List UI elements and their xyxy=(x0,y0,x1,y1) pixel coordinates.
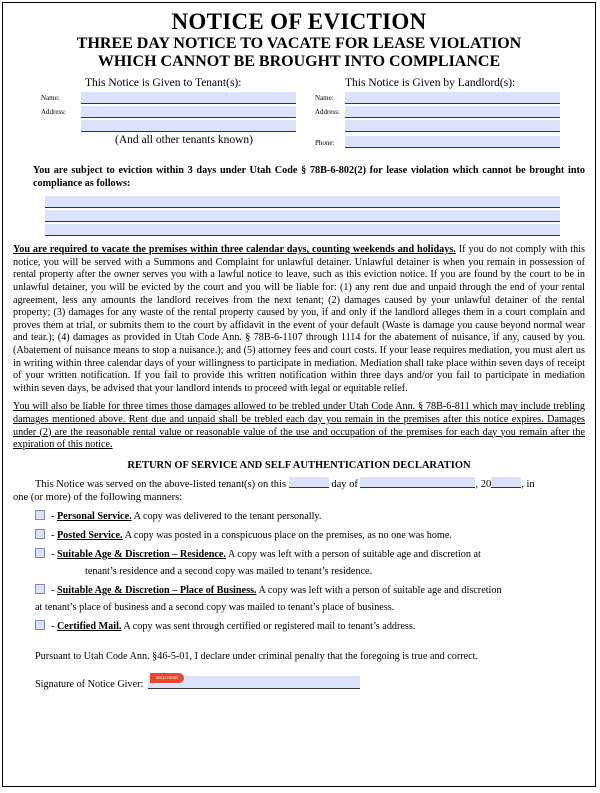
day-of-label: day of xyxy=(331,478,358,490)
served-text: This Notice was served on the above-listed tenant(s) on this xyxy=(35,478,287,490)
option-text: A copy was delivered to the tenant personally. xyxy=(131,510,322,522)
tenant-address-label: Address: xyxy=(41,108,66,116)
year-prefix-label: , 20 xyxy=(475,478,492,490)
option-personal-service: - Personal Service. A copy was delivered to the tenant personally. xyxy=(3,510,595,523)
parties-section xyxy=(3,77,595,155)
option-title: Posted Service. xyxy=(56,529,123,541)
document-subtitle-line2: WHICH CANNOT BE BROUGHT INTO COMPLIANCE xyxy=(97,53,501,70)
served-in-label: , in xyxy=(521,478,535,490)
landlord-name-label: Name: xyxy=(315,94,334,102)
served-manners-text: one (or more) of the following manners: xyxy=(13,491,183,503)
served-date-line xyxy=(3,477,595,504)
option-title: Suitable Age & Discretion – Place of Business. xyxy=(56,584,257,596)
signature-line xyxy=(3,676,595,690)
document-subtitle-line1: THREE DAY NOTICE TO VACATE FOR LEASE VIOLATION xyxy=(76,35,522,52)
vacate-paragraph xyxy=(3,244,595,395)
document-title: NOTICE OF EVICTION xyxy=(171,9,427,34)
violation-description-fields xyxy=(45,196,560,236)
violation-line-2[interactable] xyxy=(45,210,560,222)
option-text: A copy was posted in a conspicuous place on the premises, as no one was home. xyxy=(122,529,452,541)
eviction-basis-text: You are subject to eviction within 3 days under Utah Code § 78B-6-802(2) for lease violation which cannot be brought into compliance as follows: xyxy=(33,165,585,189)
tenant-name-label: Name: xyxy=(41,94,60,102)
landlord-phone-field[interactable] xyxy=(345,136,560,148)
residence-checkbox[interactable] xyxy=(35,548,45,558)
posted-service-checkbox[interactable] xyxy=(35,529,45,539)
return-of-service-heading: RETURN OF SERVICE AND SELF AUTHENTICATION DECLARATION xyxy=(127,459,471,471)
landlord-address-field-1[interactable] xyxy=(345,106,560,118)
eviction-notice-page xyxy=(2,2,596,787)
option-text: A copy was sent through certified or registered mail to tenant’s address. xyxy=(121,620,416,632)
personal-service-checkbox[interactable] xyxy=(35,510,45,520)
tenant-address-field-1[interactable] xyxy=(81,106,296,118)
tenant-heading: This Notice is Given to Tenant(s): xyxy=(85,77,242,89)
option-certified-mail: - Certified Mail. A copy was sent through certified or registered mail to tenant’s address. xyxy=(3,620,595,633)
served-month-field[interactable] xyxy=(360,477,475,488)
violation-line-1[interactable] xyxy=(45,196,560,208)
landlord-heading: This Notice is Given by Landlord(s): xyxy=(345,77,516,89)
certified-mail-checkbox[interactable] xyxy=(35,620,45,630)
tenant-name-field[interactable] xyxy=(81,92,296,104)
served-day-field[interactable] xyxy=(289,477,329,488)
served-year-field[interactable] xyxy=(491,477,521,488)
option-residence: - Suitable Age & Discretion – Residence. A copy was left with a person of suitable age and discretion at xyxy=(3,548,595,561)
option-business-cont: at tenant’s place of business and a second copy was mailed to tenant’s place of business. xyxy=(35,601,395,613)
sign-here-flag-icon: SIGN HERE xyxy=(150,673,184,683)
option-text: A copy was left with a person of suitable age and discretion at xyxy=(225,548,481,560)
option-text: A copy was left with a person of suitable age and discretion xyxy=(256,584,502,596)
option-business: - Suitable Age & Discretion – Place of Business. A copy was left with a person of suitable age and discretion xyxy=(3,584,595,597)
violation-line-3[interactable] xyxy=(45,224,560,236)
landlord-address-label: Address: xyxy=(315,108,340,116)
option-title: Personal Service. xyxy=(56,510,132,522)
option-posted-service: - Posted Service. A copy was posted in a conspicuous place on the premises, as no one was home. xyxy=(3,529,595,542)
vacate-body: If you do not comply with this notice, you will be served with a Summons and Complaint for unlawful detainer. Unlawful detainer is when you remain in possession of rental property after the owner serves you with a lawful notice to leave, such as this eviction notice. If you are found by the court to be in unlawful detainer, you will be evicted by the court and you will be liable for: (1) any rent due and unpaid through the end of your rental agreement, less any amounts the landlord receives from the next tenant; (2) damages caused by your unlawful detainer of the rental property; (3) damages for any waste of the rental property caused by you, if and only if the landlord alleges them in a court complain and proves them at trial, or submits them to the court by affidavit in the event of your default (Waste is damage you cause beyond normal wear and tear.); (4) damages as provided in Utah Code Ann. § 78B-6-1107 through 1114 for the abatement of nuisance, if any, caused by you. (Abatement of nuisance means to stop a nuisance.); and (5) attorney fees and court costs. If your lease requires mediation, you must alert us in writing within three calendar days of your willingness to participate in mediation. Mediation shall take place within seven days of receipt of your written notification. If you fail to provide this written notification within three days and/or you fail to participate in mediation within seven days, be advised that your landlord intends to proceed with legal or equitable relief. xyxy=(13,244,585,394)
all-tenants-note: (And all other tenants known) xyxy=(115,134,253,146)
option-residence-cont: tenant’s residence and a second copy was mailed to tenant’s residence. xyxy=(85,565,373,577)
treble-damages-paragraph: You will also be liable for three times those damages allowed to be trebled under Utah Code Ann. § 78B-6-811 which may include trebling damages mentioned above. Rent due and unpaid shall be trebled each day you remain in the premises after this notice expires. Damages under (2) are the reasonable rental value or reasonable value of the use and occupation of the premises for each day you remain after the expiration of this notice. xyxy=(13,401,585,451)
landlord-name-field[interactable] xyxy=(345,92,560,104)
business-checkbox[interactable] xyxy=(35,584,45,594)
option-title: Certified Mail. xyxy=(56,620,122,632)
signature-field[interactable] xyxy=(148,676,360,689)
vacate-lead: You are required to vacate the premises within three calendar days, counting weekends and holidays. xyxy=(13,244,456,256)
landlord-address-field-2[interactable] xyxy=(345,120,560,132)
option-title: Suitable Age & Discretion – Residence. xyxy=(56,548,226,560)
tenant-address-field-2[interactable] xyxy=(81,120,296,132)
landlord-phone-label: Phone: xyxy=(315,139,335,147)
declaration-text: Pursuant to Utah Code Ann. §46-5-01, I declare under criminal penalty that the foregoing is true and correct. xyxy=(35,650,479,662)
signature-label: Signature of Notice Giver: xyxy=(35,678,144,690)
